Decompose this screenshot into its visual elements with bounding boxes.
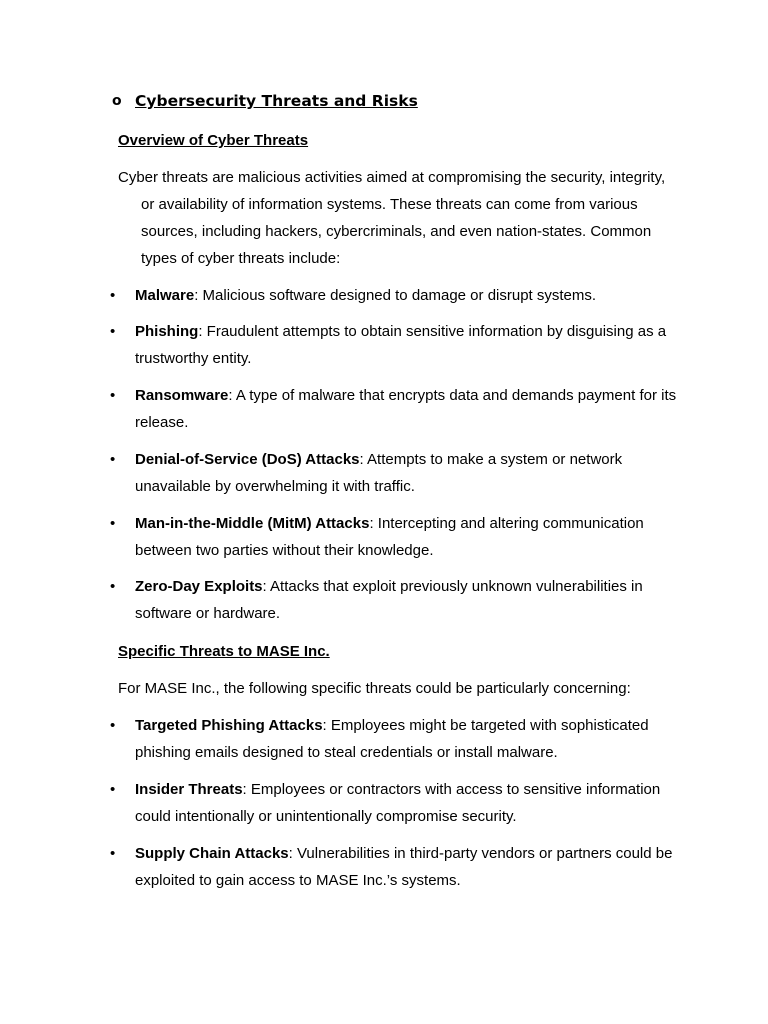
bullet-marker: • [110, 845, 116, 862]
item-term: Denial-of-Service (DoS) Attacks [135, 451, 360, 468]
bullet-marker: • [110, 515, 116, 532]
bullet-marker: • [110, 717, 116, 734]
item-description: : Malicious software designed to damage or disrupt systems. [194, 287, 597, 304]
item-description: : Attempts to make a system or network unavailable by overwhelming it with traffic. [135, 451, 623, 495]
item-term: Malware [135, 287, 195, 304]
specific-threats-heading: Specific Threats to MASE Inc. [118, 643, 330, 660]
overview-intro: Cyber threats are malicious activities aimed at compromising the security, integrity, or availability of information systems. These threats can come from various sources, including hackers, cybercriminals, and even nation-states. Common types of cyber threats include: [118, 169, 666, 267]
item-description: : Attacks that exploit previously unknown vulnerabilities in software or hardware. [135, 578, 643, 622]
item-term: Ransomware [135, 387, 229, 404]
item-term: Man-in-the-Middle (MitM) Attacks [135, 515, 370, 532]
item-term: Targeted Phishing Attacks [135, 717, 323, 734]
item-term: Phishing [135, 323, 199, 340]
bullet-marker: • [110, 781, 116, 798]
section-title: Cybersecurity Threats and Risks [135, 92, 418, 110]
item-description: : Intercepting and altering communication between two parties without their knowledge. [135, 515, 644, 559]
bullet-marker: • [110, 287, 116, 304]
item-description: : A type of malware that encrypts data and demands payment for its release. [135, 387, 677, 431]
item-description: : Fraudulent attempts to obtain sensitive information by disguising as a trustworthy entity. [135, 323, 667, 367]
bullet-marker: • [110, 387, 116, 404]
item-term: Insider Threats [135, 781, 243, 798]
bullet-marker: • [110, 451, 116, 468]
bullet-marker: • [110, 323, 116, 340]
bullet-marker: • [110, 578, 116, 595]
item-term: Zero-Day Exploits [135, 578, 263, 595]
overview-heading: Overview of Cyber Threats [118, 132, 309, 149]
item-description: : Vulnerabilities in third-party vendors or partners could be exploited to gain access to MASE Inc.’s systems. [135, 845, 673, 889]
item-description: : Employees might be targeted with sophisticated phishing emails designed to steal credentials or install malware. [135, 717, 649, 761]
section-heading [112, 90, 672, 114]
specific-threats-intro: For MASE Inc., the following specific threats could be particularly concerning: [118, 680, 631, 697]
item-term: Supply Chain Attacks [135, 845, 289, 862]
list-marker: o [112, 93, 122, 109]
item-description: : Employees or contractors with access to sensitive information could intentionally or unintentionally compromise security. [135, 781, 661, 825]
